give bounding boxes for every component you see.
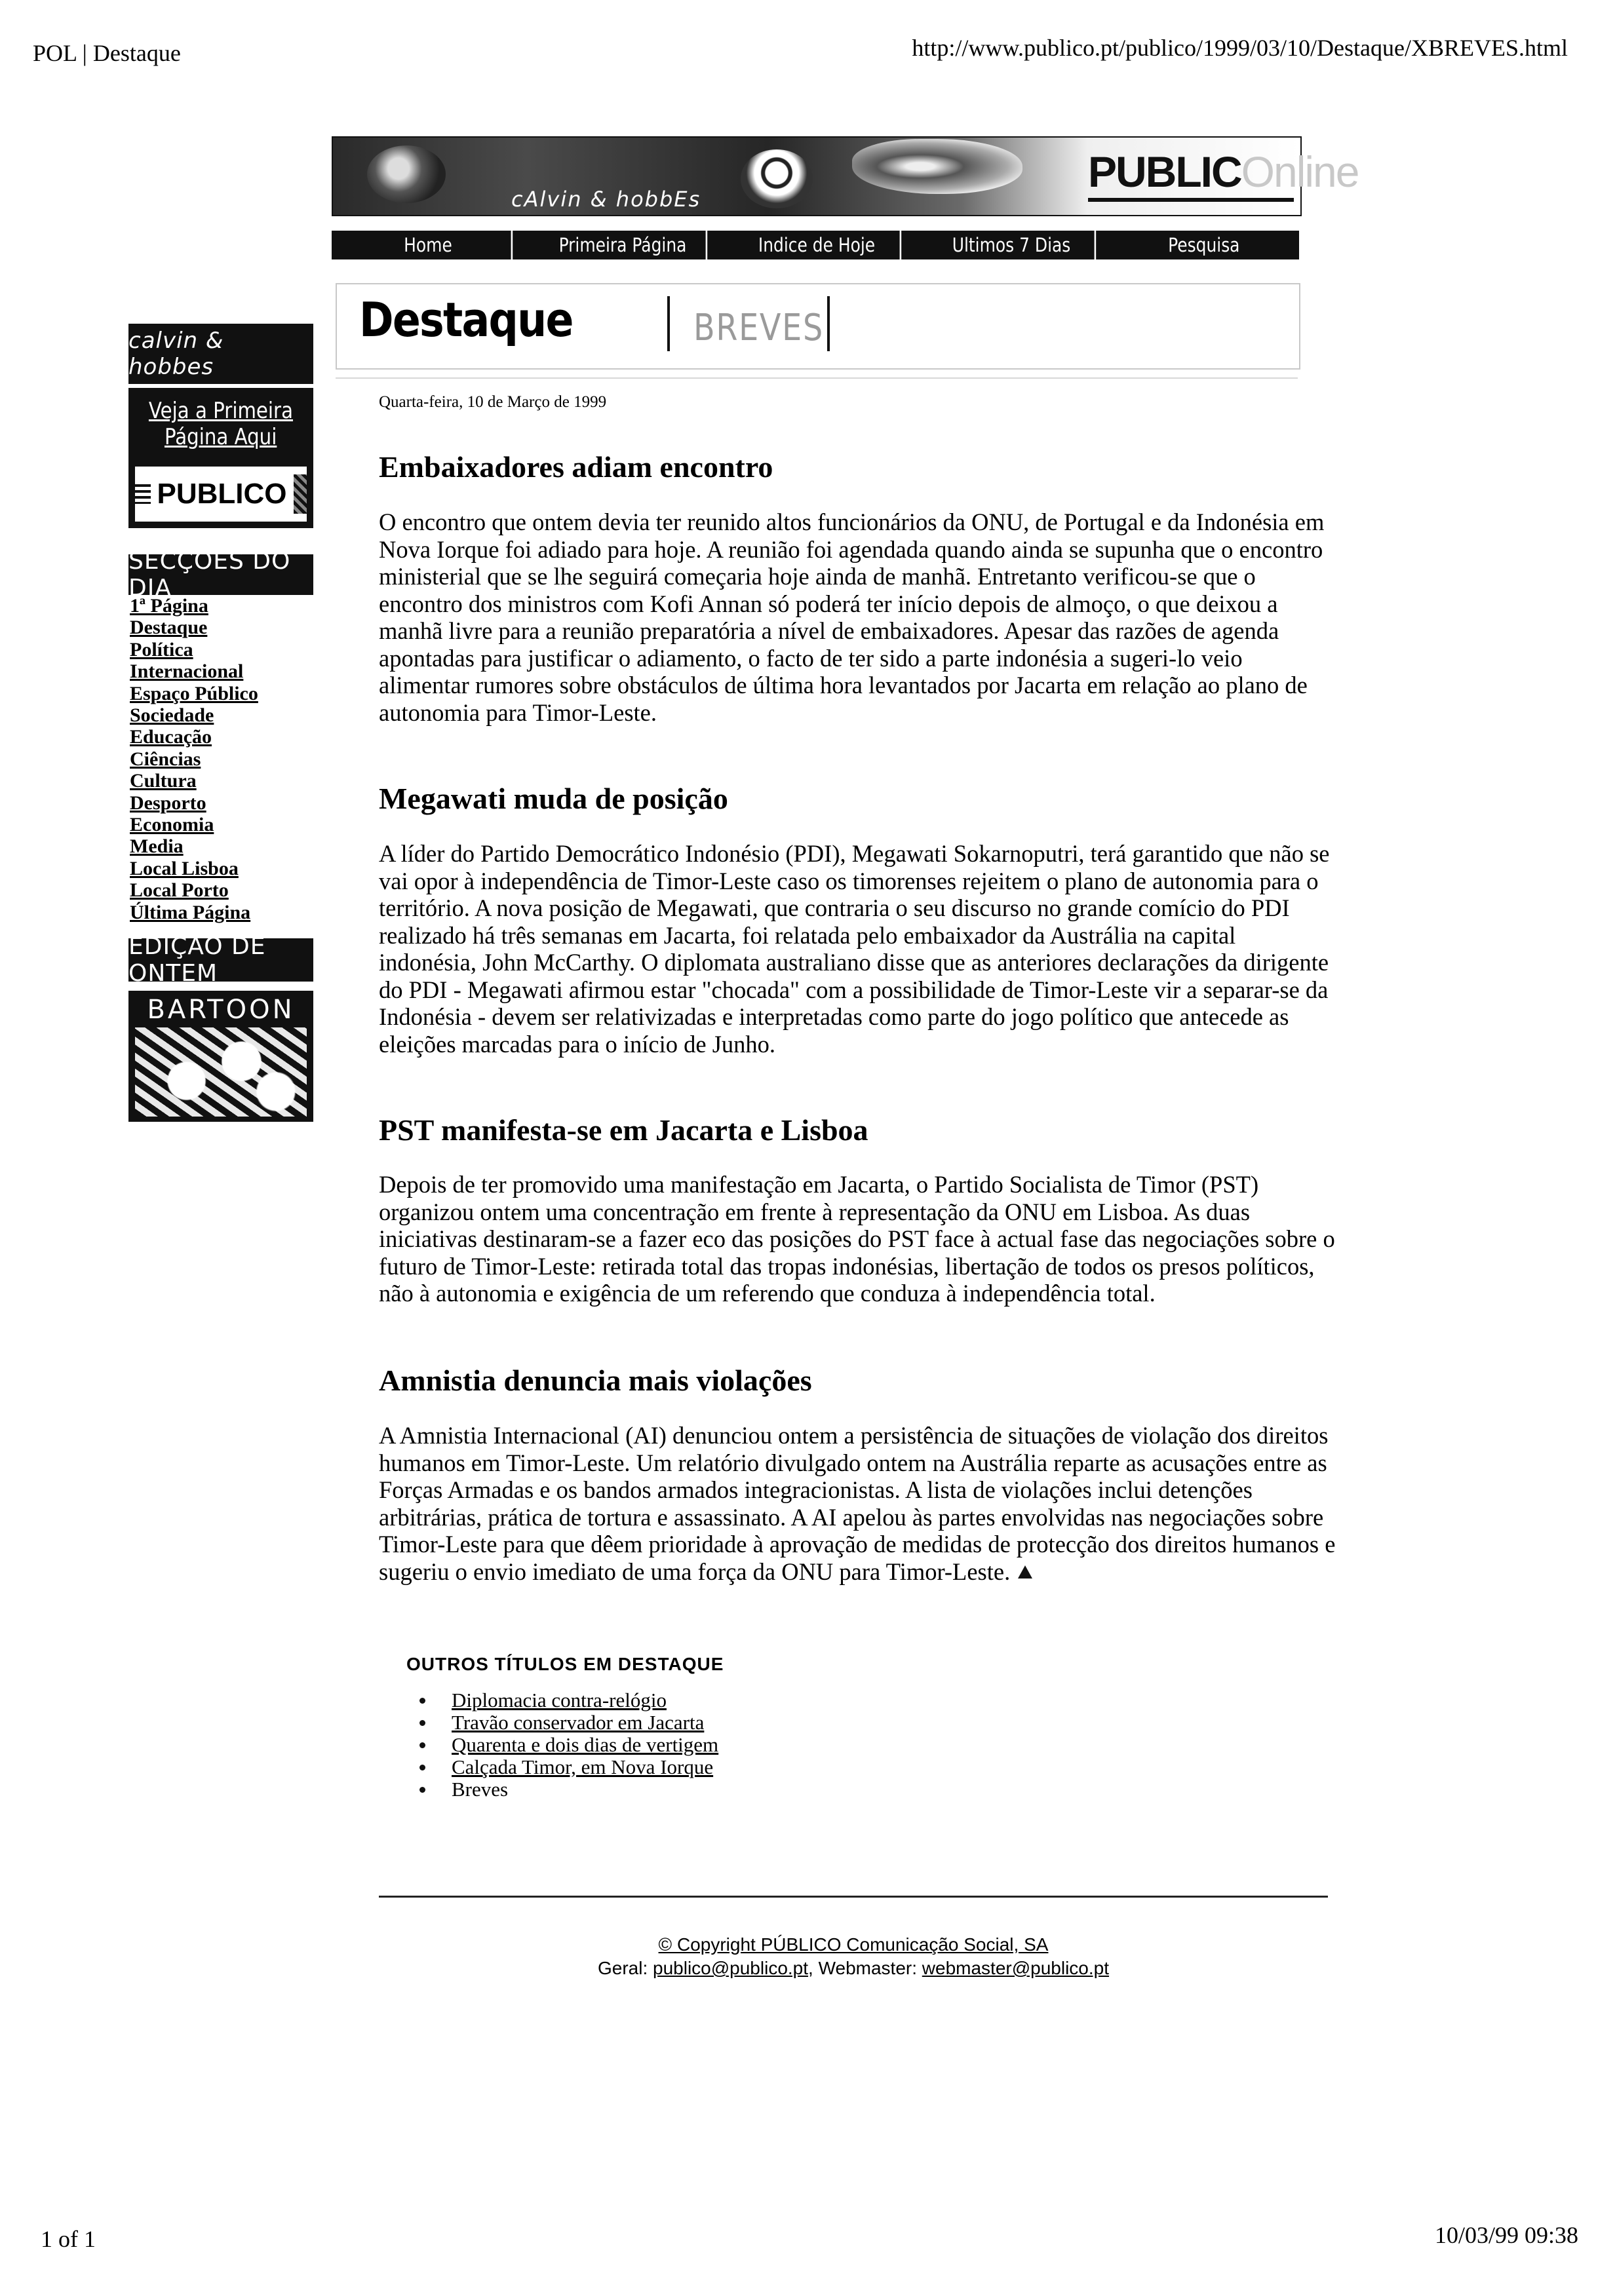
section-subtitle: BREVES	[693, 307, 824, 349]
sidebar-link-economia[interactable]: Economia	[130, 814, 214, 836]
outros-text: Breves	[452, 1778, 509, 1801]
sidebar-link-educacao[interactable]: Educação	[130, 726, 212, 748]
print-header-url: http://www.publico.pt/publico/1999/03/10/Destaque/XBREVES.html	[912, 35, 1568, 61]
outros-link[interactable]: Quarenta e dois dias de vertigem	[452, 1733, 719, 1756]
outros-link[interactable]: Calçada Timor, em Nova Iorque	[452, 1755, 714, 1778]
publico-label: PUBLICO	[157, 478, 287, 510]
title-separator	[667, 296, 670, 351]
sidebar-link-ciencias[interactable]: Ciências	[130, 748, 201, 770]
sidebar-link-1a-pagina[interactable]: 1ª Página	[130, 595, 208, 617]
outros-link[interactable]: Diplomacia contra-relógio	[452, 1689, 667, 1712]
sidebar-link-destaque[interactable]: Destaque	[130, 617, 208, 639]
sidebar-link-desporto[interactable]: Desporto	[130, 792, 206, 814]
story-headline: Amnistia denuncia mais violações	[379, 1364, 812, 1397]
bartoon-cartoon-image	[135, 1027, 307, 1117]
story-headline: PST manifesta-se em Jacarta e Lisboa	[379, 1113, 868, 1147]
newspaper-thumbnail-icon	[294, 474, 307, 514]
copyright-link[interactable]: © Copyright PÚBLICO Comunicação Social, SA	[658, 1934, 1049, 1955]
section-title: Destaque	[359, 292, 573, 347]
banner-comic-label: cAlvin & hobbEs	[511, 187, 701, 212]
list-item	[419, 1778, 718, 1801]
list-item	[419, 1756, 718, 1778]
sidebar-link-cultura[interactable]: Cultura	[130, 770, 197, 792]
bartoon-label: BARTOON	[147, 995, 295, 1025]
bullet-icon	[419, 1765, 425, 1770]
story-headline: Megawati muda de posição	[379, 782, 728, 815]
publico-online-logo[interactable]	[1088, 147, 1358, 197]
sidebar-link-media[interactable]: Media	[130, 835, 184, 858]
sidebar-veja-primeira-pagina[interactable]	[128, 388, 313, 460]
list-item	[419, 1689, 718, 1712]
bullet-icon	[419, 1720, 425, 1726]
story-body: A Amnistia Internacional (AI) denunciou ontem a persistência de situações de violação dos direitos humanos em Timor-Leste. Um relatório divulgado ontem na Austrália reparte as acusações entre as Forças Armadas e os bandos armados integracionistas. A lista de violações inclui detenções arbitrárias, prática de tortura e assassinato. A AI apelou às partes envolvidas nas negociações sobre Timor-Leste para que dêem prioridade à aprovação de medidas de protecção dos direitos humanos e sugeriu o envio imediato de uma força da ONU para Timor-Leste.	[379, 1422, 1336, 1585]
story-body: O encontro que ontem devia ter reunido altos funcionários da ONU, de Portugal e da Indonésia em Nova Iorque foi adiado para hoje. A reunião foi agendada quando ainda se supunha que o encontro ministerial que se lhe seguirá começaria hoje ainda de manhã. Entretanto verificou-se que o encontro dos ministros com Kofi Annan só poderá ter início depois de almoço, o que deixou a manhã livre para a reunião preparatória a nível de embaixadores. Apesar das razões de agenda apontadas para justificar o adiamento, o facto de ter sido a parte indonésia a sugeri-lo veio alimentar rumores sobre obstáculos de última hora levantados por Jacarta em relação ao plano de autonomia para Timor-Leste.	[379, 508, 1325, 726]
story-headline: Embaixadores adiam encontro	[379, 450, 773, 484]
nav-indice-de-hoje[interactable]: Indice de Hoje	[734, 231, 901, 259]
lines-icon	[135, 484, 151, 504]
sidebar-link-local-porto[interactable]: Local Porto	[130, 879, 229, 902]
sidebar-edicao-de-ontem[interactable]: EDIÇÃO DE ONTEM	[128, 938, 313, 982]
veja-line-2: Página Aqui	[165, 424, 277, 450]
nav-primeira-pagina[interactable]: Primeira Página	[539, 231, 707, 259]
brand-underline	[1088, 198, 1294, 202]
main-nav	[332, 231, 1299, 259]
print-footer-page: 1 of 1	[41, 2226, 96, 2252]
calvin-illustration	[367, 145, 446, 203]
sidebar-link-espaco-publico[interactable]: Espaço Público	[130, 682, 258, 704]
sidebar-link-sociedade[interactable]: Sociedade	[130, 704, 214, 727]
sidebar-link-ultima-pagina[interactable]: Última Página	[130, 901, 251, 923]
brand-online: Online	[1241, 147, 1359, 196]
sidebar-link-local-lisboa[interactable]: Local Lisboa	[130, 857, 239, 879]
story-body: A líder do Partido Democrático Indonésio (PDI), Megawati Sokarnoputri, terá garantido que não se vai opor à independência de Timor-Leste caso os timorenses rejeitem o plano de autonomia para o território. A nova posição de Megawati, que contraria o seu discurso no grande comício do PDI realizado há três semanas em Jacarta, foi relatada pelo embaixador da Austrália na capital indonésia, John McCarthy. O diplomata australiano disse que as anteriores declarações da dirigente do PDI - Megawati afirmou estar "chocada" com a possibilidade de Timor-Leste vir a separar-se da Indonésia - devem ser relativizadas e interpretadas como parte do jogo político que antecede as eleições marcadas para o início de Junho.	[379, 840, 1330, 1058]
outros-titulos-list	[419, 1689, 718, 1801]
sidebar-calvin-hobbes-logo[interactable]: calvin & hobbes	[128, 324, 313, 384]
title-divider	[336, 377, 1298, 379]
geral-email-link[interactable]: publico@publico.pt	[653, 1958, 809, 1978]
sidebar-link-politica[interactable]: Política	[130, 638, 193, 660]
veja-line-1: Veja a Primeira	[148, 398, 294, 424]
list-item	[419, 1734, 718, 1756]
footer-divider	[379, 1896, 1328, 1898]
copyright-footer	[379, 1933, 1328, 1980]
bullet-icon	[419, 1698, 425, 1704]
article-date: Quarta-feira, 10 de Março de 1999	[379, 393, 607, 411]
outros-link[interactable]: Travão conservador em Jacarta	[452, 1711, 705, 1734]
title-separator	[827, 296, 830, 351]
story-body: Depois de ter promovido uma manifestação em Jacarta, o Partido Socialista de Timor (PST) organizou ontem uma concentração em frente à representação da ONU em Lisboa. As duas iniciativas destinaram-se a fazer eco das posições do PST face à actual fase das negociações sobre o futuro de Timor-Leste: retirada total das tropas indonésias, libertação de todos os presos políticos, não à autonomia e exigência de um referendo que conduza à independência total.	[379, 1171, 1335, 1307]
print-header-title: POL | Destaque	[33, 40, 181, 66]
cartoon-illustration	[852, 139, 1022, 194]
nav-ultimos-7-dias[interactable]: Ultimos 7 Dias	[929, 231, 1096, 259]
print-footer-timestamp: 10/03/99 09:38	[1434, 2222, 1578, 2248]
brand-main: PUBLIC	[1088, 147, 1241, 196]
outros-titulos-heading: OUTROS TÍTULOS EM DESTAQUE	[406, 1654, 724, 1674]
hobbes-illustration	[741, 149, 813, 208]
nav-pesquisa[interactable]: Pesquisa	[1168, 234, 1240, 256]
story-body-container	[379, 1422, 1336, 1585]
list-item	[419, 1712, 718, 1734]
sidebar-publico-thumbnail[interactable]	[135, 467, 307, 522]
bullet-icon	[419, 1787, 425, 1793]
sidebar-seccoes-heading: SECÇÕES DO DIA	[128, 554, 313, 595]
bullet-icon	[419, 1742, 425, 1748]
geral-label: Geral:	[597, 1958, 648, 1978]
webmaster-label: , Webmaster:	[808, 1958, 917, 1978]
back-to-top-icon[interactable]	[1018, 1565, 1032, 1578]
sidebar-link-internacional[interactable]: Internacional	[130, 660, 244, 683]
nav-home[interactable]: Home	[345, 231, 513, 259]
sidebar-section-links	[130, 595, 326, 923]
webmaster-email-link[interactable]: webmaster@publico.pt	[922, 1958, 1110, 1978]
